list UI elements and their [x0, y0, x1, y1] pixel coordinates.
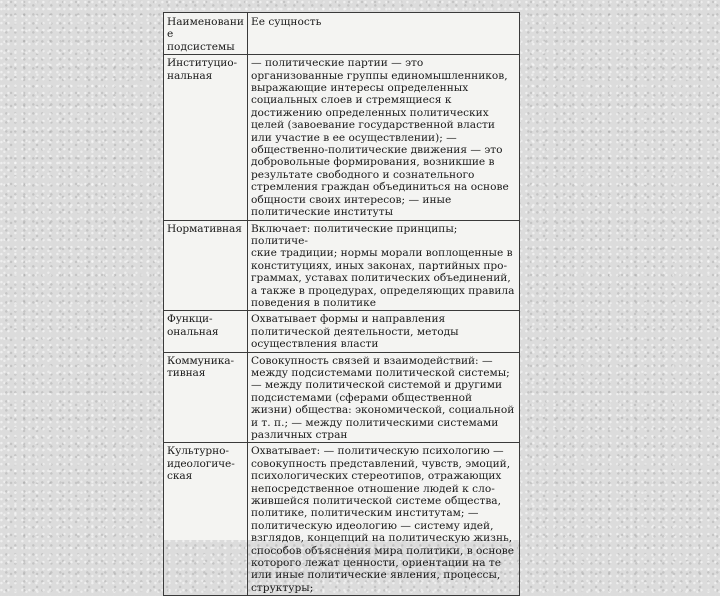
- subsystem-name: [164, 55, 248, 220]
- table-row-institutional: [164, 55, 520, 220]
- subsystem-essence: [248, 443, 520, 596]
- subsystem-essence-text: Охватывает формы и направления политической деятельности, методы осуществления власти: [251, 313, 459, 351]
- subsystem-essence-text: Охватывает: — политическую психологию — совокупность представлений, чувств, эмоций, психологических стереотипов, отражающих непосредственное отношение людей к сло- жившейся политической системе общества, политике, политическим институтам; — политическую идеологию — систему идей, взглядов, концепций на политическую жизнь, способов объяснения мира политики, в основе которого лежат ценности, ориентации на те или иные политические явления, процессы, структуры;: [251, 445, 515, 594]
- subsystem-essence-text: — политические партии — это организованные группы единомышленников, выражающие интересы определенных социальных слоев и стремящиеся к достижению определенных политических целей (завоевание государственной власти или участие в ее осуществлении); — общественно-политические движения — это добровольные формирования, возникшие в результате свободного и сознательного стремления граждан объединиться на основе общности своих интересов; — иные политические институты: [251, 57, 509, 219]
- subsystem-name-text: Институцио- нальная: [167, 57, 237, 82]
- subsystem-name: [164, 352, 248, 443]
- subsystem-name-text: Культурно- идеологиче- ская: [167, 445, 235, 483]
- subsystem-essence: [248, 55, 520, 220]
- document-page: [163, 12, 519, 594]
- subsystem-name: [164, 220, 248, 311]
- header-subsystem-name: Наименование подсистемы: [164, 13, 248, 55]
- subsystem-name: [164, 311, 248, 352]
- political-subsystems-table: [163, 12, 520, 596]
- subsystem-name-text: Коммуника- тивная: [167, 354, 234, 379]
- subsystem-essence: [248, 352, 520, 443]
- table-row-normative: [164, 220, 520, 311]
- subsystem-essence-text: Включает: политические принципы; политиче- ские традиции; нормы морали воплощенные в конституциях, иных законах, партийных про- граммах, уставах политических объединений, а также в процедурах, определяющих правила поведения в политике: [251, 222, 515, 309]
- table-row-communicative: [164, 352, 520, 443]
- table-row-cultural-ideological: [164, 443, 520, 596]
- subsystem-name-text: Нормативная: [167, 222, 242, 235]
- subsystem-essence: [248, 311, 520, 352]
- subsystem-essence-text: Совокупность связей и взаимодействий: — между подсистемами политической системы; — между политической системой и другими подсистемами (сферами общественной жизни) общества: экономической, социальной и т. п.; — между политическими системами различных стран: [251, 354, 515, 441]
- table-header-row: [164, 13, 520, 55]
- table-row-functional: [164, 311, 520, 352]
- subsystem-name: [164, 443, 248, 596]
- subsystem-essence: [248, 220, 520, 311]
- subsystem-name-text: Функци- ональная: [167, 313, 219, 338]
- header-essence: Ее сущность: [248, 13, 520, 55]
